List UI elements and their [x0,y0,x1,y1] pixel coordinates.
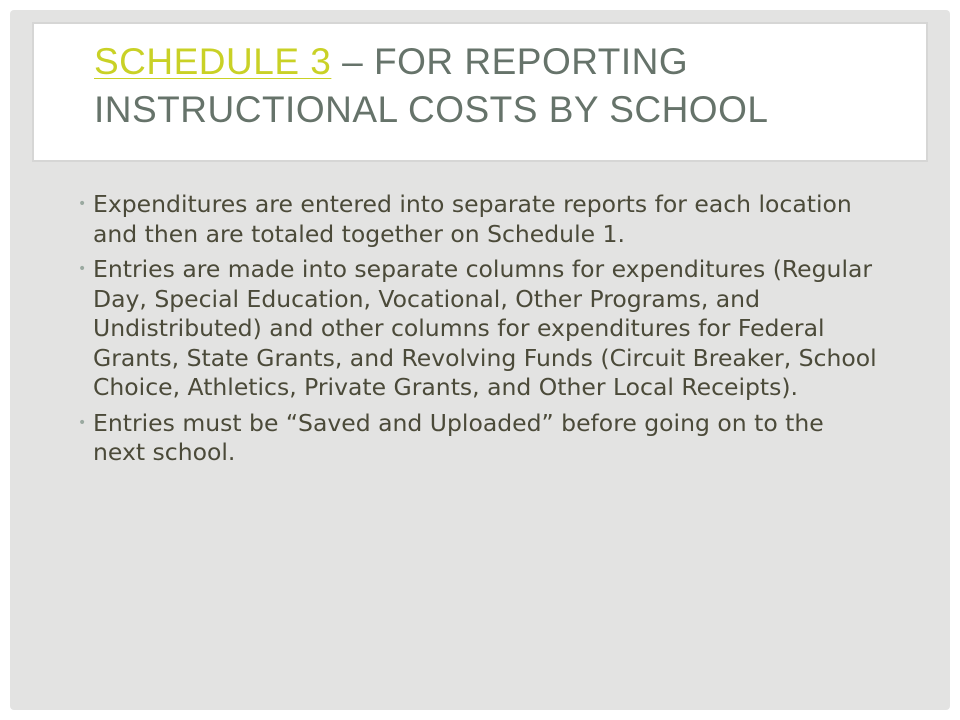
bullet-item [78,409,878,468]
title-text: – FOR REPORTING INSTRUCTIONAL COSTS BY SCHOOL [94,41,769,130]
schedule-3-link[interactable]: SCHEDULE 3 [94,41,332,82]
bullet-text: Entries are made into separate columns for expenditures (Regular Day, Special Education, Vocational, Other Programs, and Undistributed) and other columns for expenditures for Federal Grants, State Grants, and Revolving Funds (Circuit Breaker, School Choice, Athletics, Private Grants, and Other Local Receipts). [93,255,877,401]
bullet-marker-icon: • [78,414,87,431]
bullet-text: Expenditures are entered into separate reports for each location and then are totaled together on Schedule 1. [93,190,852,248]
bullet-item [78,190,878,249]
slide-title [94,38,914,134]
bullet-marker-icon: • [78,261,87,277]
bullet-list [78,190,878,474]
bullet-item [78,255,878,403]
bullet-text: Entries must be “Saved and Uploaded” before going on to the next school. [93,408,824,466]
slide [10,10,950,710]
title-box [32,22,928,162]
bullet-marker-icon: • [78,196,87,212]
